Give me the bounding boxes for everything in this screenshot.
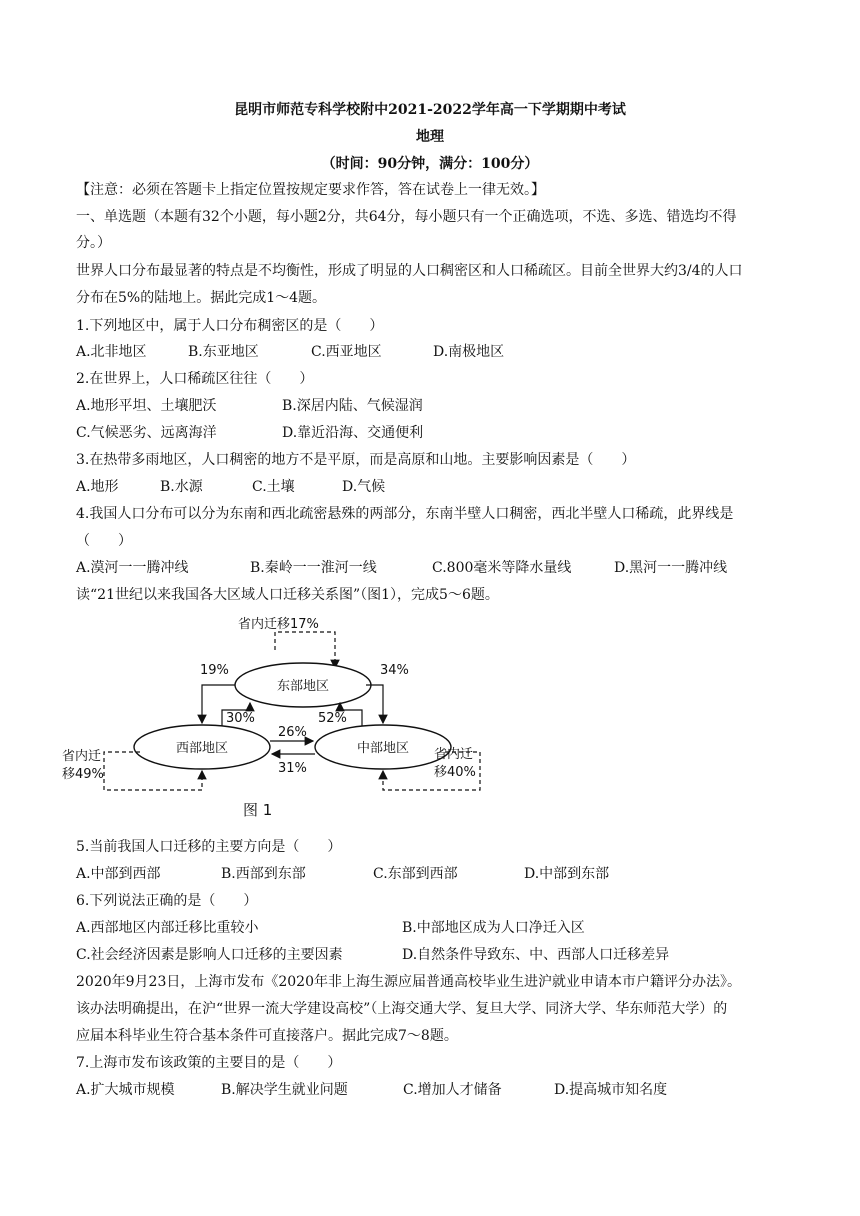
- passage-3-line-3: 应届本科毕业生符合基本条件可直接落户。据此完成7～8题。: [76, 1028, 458, 1044]
- migration-diagram: [60, 610, 500, 830]
- central-region-label: 中部地区: [356, 741, 410, 756]
- notice: 【注意：必须在答题卡上指定位置按规定要求作答，答在试卷上一律无效。】: [76, 182, 545, 198]
- q3-option-b: B.水源: [160, 479, 203, 495]
- q3-option-d: D.气候: [342, 479, 386, 495]
- q3-option-c: C.土壤: [252, 479, 295, 495]
- q6-option-d: D.自然条件导致东、中、西部人口迁移差异: [402, 947, 670, 963]
- question-1-stem: 1.下列地区中，属于人口分布稠密区的是（ ）: [76, 318, 384, 334]
- q1-option-c: C.西亚地区: [311, 344, 382, 360]
- east-region-label: 东部地区: [276, 679, 330, 694]
- label-19: 19%: [200, 663, 229, 678]
- section-heading: 一、单选题（本题有32个小题，每小题2分，共64分，每小题只有一个正确选项，不选、多选、错选均不得: [76, 209, 737, 225]
- q7-option-a: A.扩大城市规模: [76, 1082, 175, 1098]
- label-26: 26%: [278, 725, 307, 740]
- q6-option-a: A.西部地区内部迁移比重较小: [76, 920, 259, 936]
- q5-option-a: A.中部到西部: [76, 866, 161, 882]
- central-internal-label-2: 移40%: [434, 765, 476, 780]
- q4-option-b: B.秦岭一一淮河一线: [250, 560, 377, 576]
- q5-option-c: C.东部到西部: [373, 866, 458, 882]
- q5-option-b: B.西部到东部: [221, 866, 306, 882]
- q4-option-c: C.800毫米等降水量线: [432, 560, 572, 576]
- question-6-stem: 6.下列说法正确的是（ ）: [76, 893, 258, 909]
- figure-caption: 图 1: [243, 801, 273, 819]
- q6-option-b: B.中部地区成为人口净迁入区: [402, 920, 585, 936]
- q7-option-b: B.解决学生就业问题: [221, 1082, 348, 1098]
- q3-option-a: A.地形: [76, 479, 119, 495]
- q7-option-c: C.增加人才储备: [403, 1082, 502, 1098]
- west-region-label: 西部地区: [175, 741, 229, 756]
- passage-1-line-2: 分布在5%的陆地上。据此完成1～4题。: [76, 290, 327, 306]
- q6-option-c: C.社会经济因素是影响人口迁移的主要因素: [76, 947, 343, 963]
- q1-option-b: B.东亚地区: [188, 344, 259, 360]
- q2-option-c: C.气候恶劣、远离海洋: [76, 425, 217, 441]
- west-internal-label-2: 移49%: [62, 767, 104, 782]
- question-5-stem: 5.当前我国人口迁移的主要方向是（ ）: [76, 839, 342, 855]
- west-internal-label-1: 省内迁: [62, 749, 102, 764]
- question-3-stem: 3.在热带多雨地区，人口稠密的地方不是平原，而是高原和山地。主要影响因素是（ ）: [76, 452, 636, 468]
- passage-1-line-1: 世界人口分布最显著的特点是不均衡性，形成了明显的人口稠密区和人口稀疏区。目前全世界大约3/4的人口: [76, 263, 743, 279]
- question-4-stem-cont: （ ）: [76, 533, 132, 549]
- label-31: 31%: [278, 761, 307, 776]
- label-34: 34%: [380, 663, 409, 678]
- question-2-stem: 2.在世界上，人口稀疏区往往（ ）: [76, 371, 314, 387]
- q1-option-d: D.南极地区: [433, 344, 505, 360]
- q2-option-b: B.深居内陆、气候湿润: [282, 398, 423, 414]
- q2-option-d: D.靠近沿海、交通便利: [282, 425, 424, 441]
- question-7-stem: 7.上海市发布该政策的主要目的是（ ）: [76, 1055, 342, 1071]
- exam-title: 昆明市师范专科学校附中2021-2022学年高一下学期期中考试: [234, 102, 626, 118]
- q7-option-d: D.提高城市知名度: [554, 1082, 668, 1098]
- central-internal-label-1: 省内迁: [434, 747, 474, 762]
- section-heading-cont: 分。）: [76, 235, 111, 251]
- east-internal-label: 省内迁移17%: [238, 617, 319, 632]
- q2-option-a: A.地形平坦、土壤肥沃: [76, 398, 217, 414]
- q1-option-a: A.北非地区: [76, 344, 147, 360]
- label-52: 52%: [318, 711, 347, 726]
- passage-2: 读“21世纪以来我国各大区域人口迁移关系图”（图1），完成5～6题。: [76, 587, 499, 603]
- question-4-stem: 4.我国人口分布可以分为东南和西北疏密悬殊的两部分，东南半壁人口稠密，西北半壁人口稀疏，此界线是: [76, 506, 734, 522]
- subject-title: 地理: [416, 129, 444, 145]
- label-30: 30%: [226, 711, 255, 726]
- q4-option-d: D.黑河一一腾冲线: [614, 560, 728, 576]
- time-note: （时间：90分钟，满分：100分）: [321, 156, 539, 172]
- q5-option-d: D.中部到东部: [524, 866, 610, 882]
- passage-3-line-1: 2020年9月23日，上海市发布《2020年非上海生源应届普通高校毕业生进沪就业申请本市户籍评分办法》。: [76, 974, 741, 990]
- passage-3-line-2: 该办法明确提出，在沪“世界一流大学建设高校”（上海交通大学、复旦大学、同济大学、华东师范大学）的: [76, 1001, 728, 1017]
- q4-option-a: A.漠河一一腾冲线: [76, 560, 189, 576]
